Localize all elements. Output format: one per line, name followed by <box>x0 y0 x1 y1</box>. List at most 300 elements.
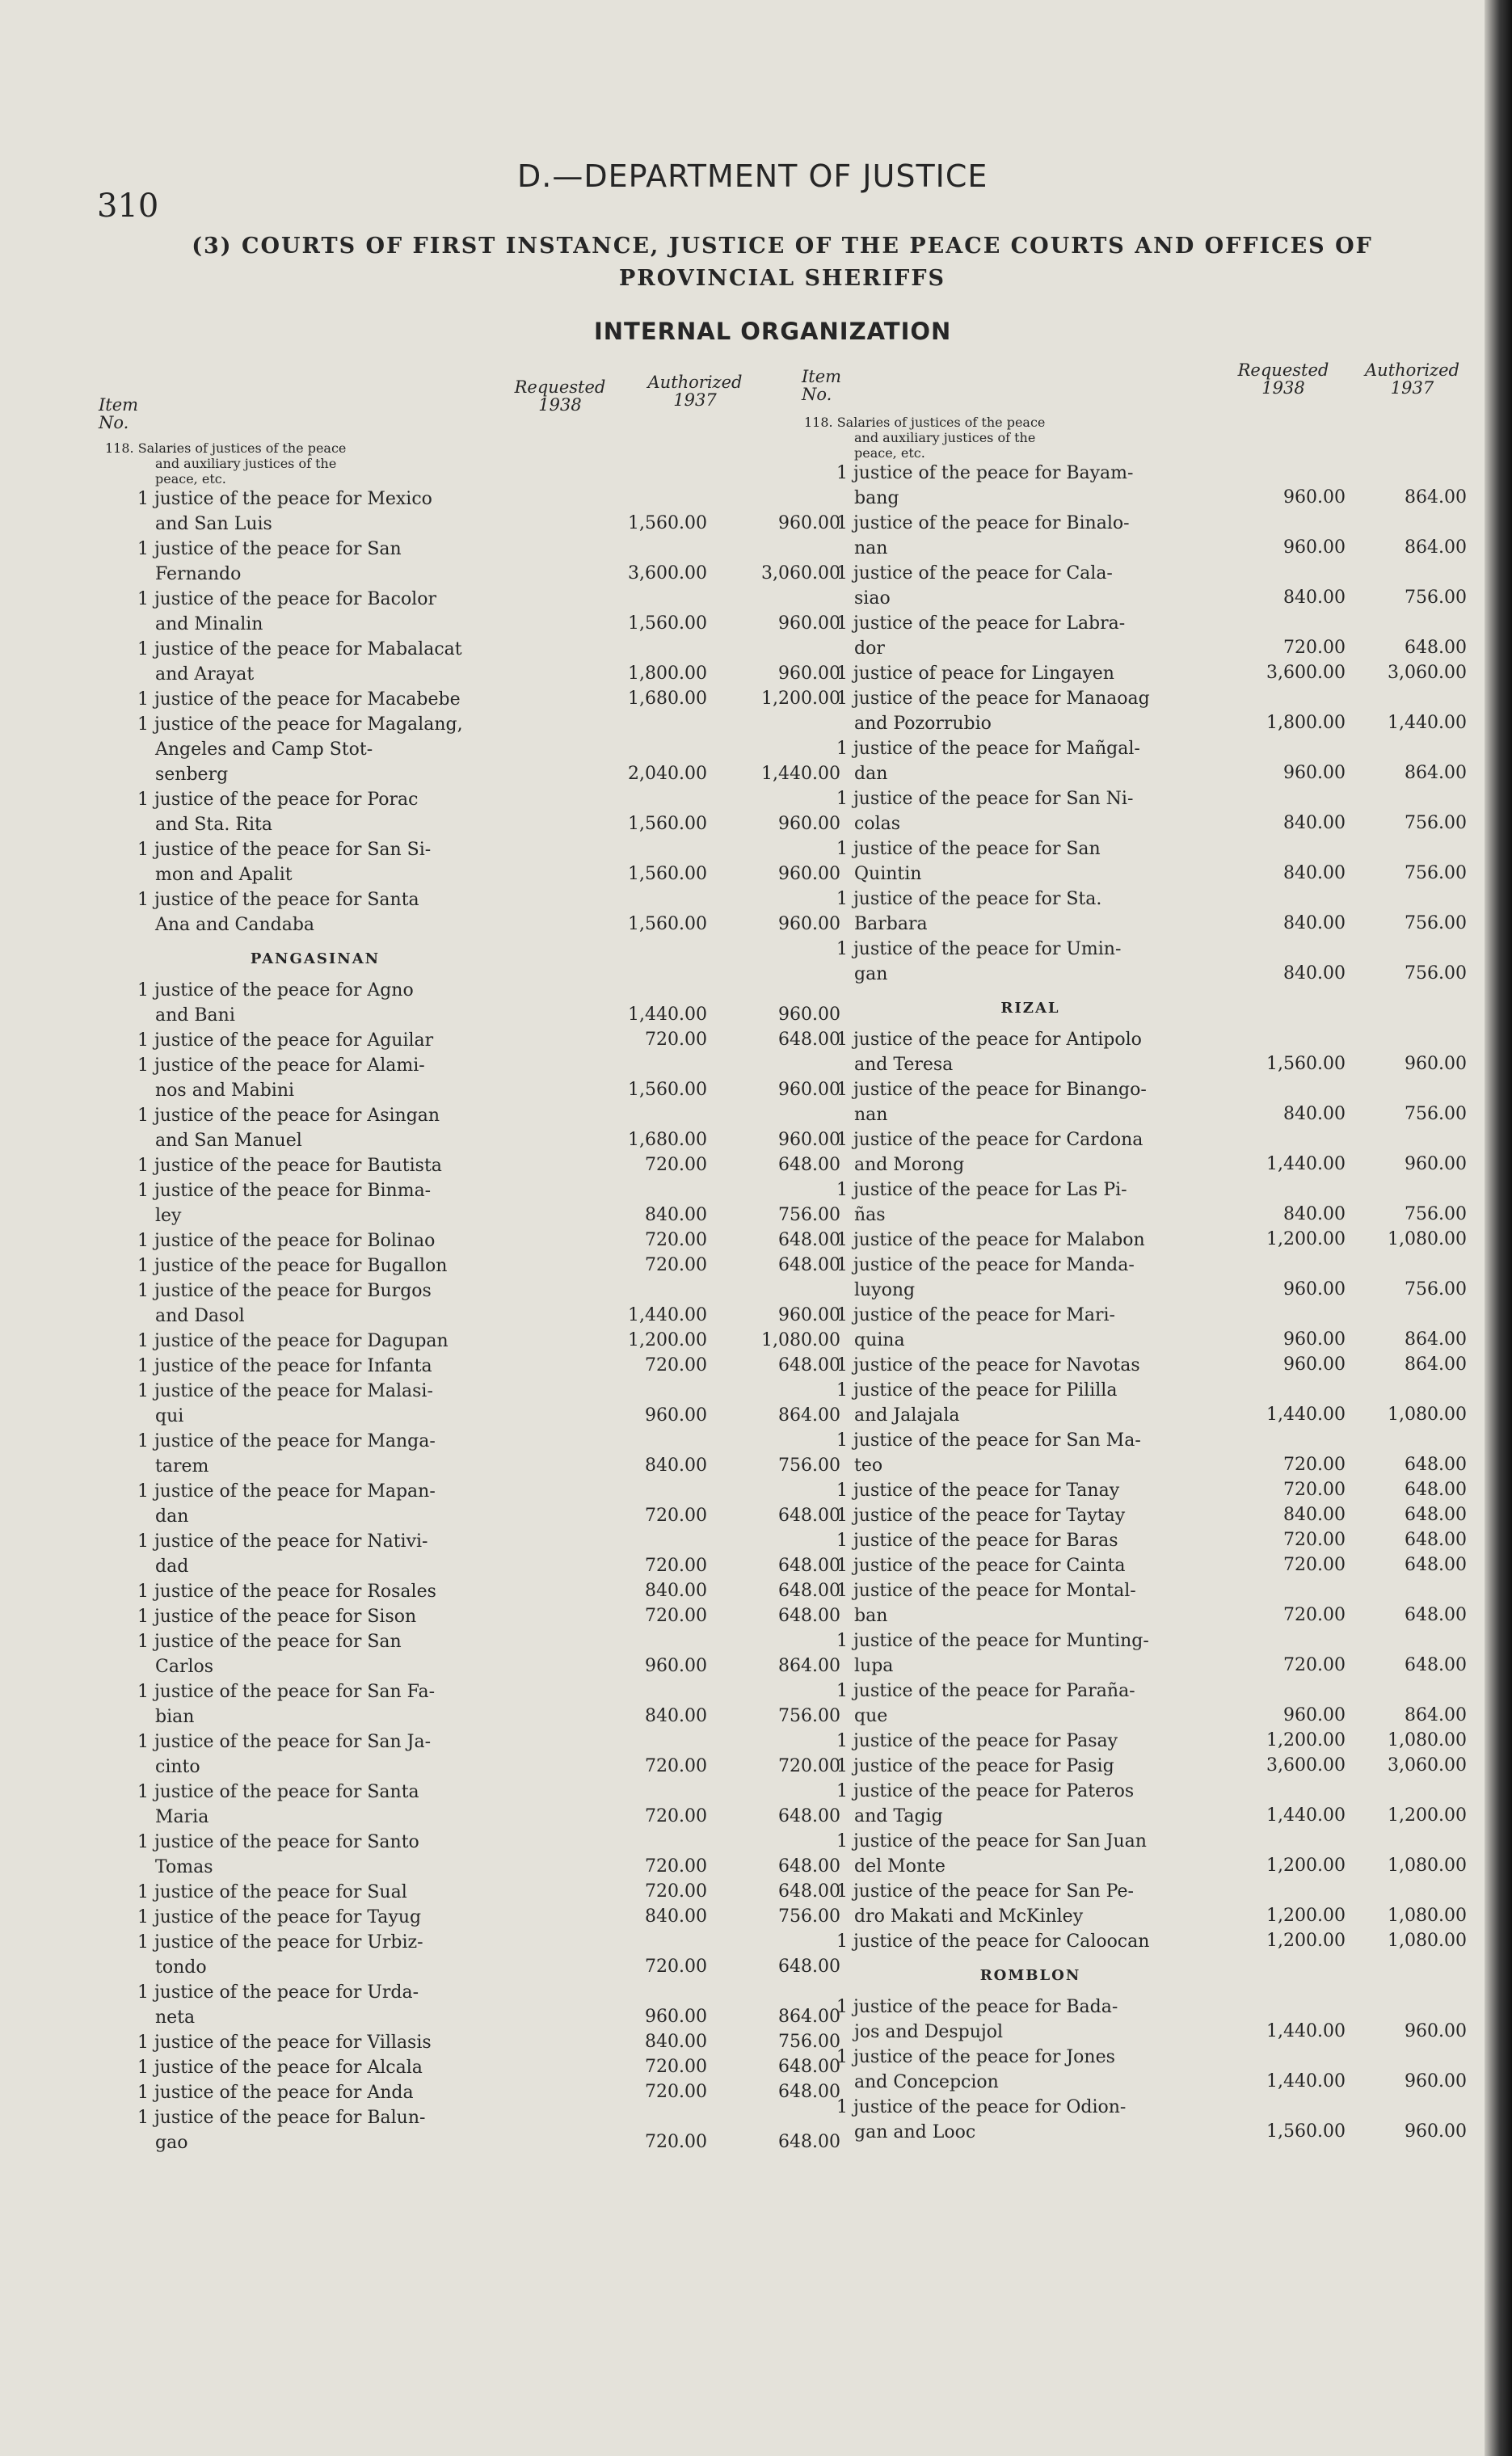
authorized-amount: 960.00 <box>1405 1154 1467 1174</box>
entry-description <box>105 1980 541 2030</box>
entry-description <box>105 1178 541 1228</box>
entry-description <box>804 1503 1257 1528</box>
requested-amount: 1,560.00 <box>628 814 707 834</box>
requested-amount: 720.00 <box>1283 1655 1346 1675</box>
entry-description-line: and San Manuel <box>155 1131 302 1151</box>
requested-amount: 840.00 <box>1283 1204 1346 1224</box>
entry-description-line: 1 justice of the peace for Navotas <box>836 1355 1140 1375</box>
authorized-amount: 3,060.00 <box>761 563 840 583</box>
entry-description-line: 1 justice of the peace for Binma- <box>137 1181 432 1201</box>
entry-description <box>105 1604 541 1629</box>
entry-description-line: and Arayat <box>155 664 255 685</box>
entry-description-line: 1 justice of the peace for Aguilar <box>137 1030 434 1051</box>
entry-description <box>804 1428 1257 1478</box>
authorized-amount: 864.00 <box>1405 1705 1467 1725</box>
budget-entry <box>804 1829 1467 1879</box>
budget-entry <box>804 561 1467 611</box>
budget-entry <box>105 1880 840 1905</box>
requested-amount: 720.00 <box>1283 638 1346 658</box>
authorized-amount: 1,080.00 <box>761 1330 840 1350</box>
entry-description-line: 1 justice of the peace for Malabon <box>836 1230 1145 1250</box>
entry-description-line: dad <box>155 1557 189 1577</box>
authorized-amount: 648.00 <box>1405 638 1467 658</box>
entry-description-line: 1 justice of the peace for San Pe- <box>836 1881 1134 1902</box>
budget-entry <box>105 887 840 937</box>
right-authorized-label: Authorized <box>1365 360 1459 380</box>
left-intro-line: 118. Salaries of justices of the peace <box>105 440 347 456</box>
authorized-amount: 756.00 <box>1405 963 1467 984</box>
entry-description-line: and Bani <box>155 1005 235 1026</box>
entry-description <box>804 1303 1257 1353</box>
requested-amount: 960.00 <box>645 1656 707 1676</box>
right-column <box>804 415 1467 2145</box>
requested-amount: 840.00 <box>1283 813 1346 833</box>
entry-description-line: ban <box>854 1606 888 1626</box>
authorized-amount: 648.00 <box>778 2057 840 2077</box>
authorized-amount: 648.00 <box>778 1506 840 1526</box>
budget-entry <box>105 637 840 687</box>
authorized-amount: 960.00 <box>778 864 840 884</box>
authorized-amount: 1,440.00 <box>761 764 840 784</box>
entry-description <box>804 511 1257 561</box>
authorized-amount: 756.00 <box>1405 1204 1467 1224</box>
requested-amount: 720.00 <box>645 1606 707 1626</box>
budget-entry <box>105 2080 840 2105</box>
requested-amount: 1,440.00 <box>628 1305 707 1325</box>
budget-entry <box>105 2055 840 2080</box>
budget-entry <box>105 587 840 637</box>
entry-description <box>804 786 1257 836</box>
entry-description <box>804 1628 1257 1679</box>
entry-description-line: 1 justice of the peace for Anda <box>137 2083 414 2103</box>
entry-description-line: 1 justice of the peace for San Fa- <box>137 1682 436 1702</box>
budget-entry <box>804 661 1467 686</box>
entry-description <box>105 587 541 637</box>
budget-entry <box>105 1629 840 1679</box>
entry-description-line: tarem <box>155 1456 209 1477</box>
entry-description-line: and Concepcion <box>854 2072 999 2092</box>
entry-description-line: 1 justice of the peace for Mabalacat <box>137 639 462 659</box>
entry-description-line: qui <box>155 1406 184 1426</box>
authorized-amount: 864.00 <box>778 1405 840 1426</box>
requested-amount: 720.00 <box>645 1506 707 1526</box>
entry-description-line: dro Makati and McKinley <box>854 1906 1084 1927</box>
entry-description <box>105 1780 541 1830</box>
right-item-intro <box>804 415 1467 461</box>
authorized-amount: 864.00 <box>778 1656 840 1676</box>
authorized-amount: 648.00 <box>1405 1455 1467 1475</box>
authorized-amount: 648.00 <box>1405 1655 1467 1675</box>
requested-amount: 1,560.00 <box>628 513 707 533</box>
right-authorized-year: 1937 <box>1390 378 1434 398</box>
entry-description <box>804 1553 1257 1578</box>
authorized-amount: 1,080.00 <box>1388 1229 1467 1249</box>
authorized-amount: 1,440.00 <box>1388 713 1467 733</box>
authorized-amount: 648.00 <box>778 2082 840 2102</box>
right-requested-header <box>1227 361 1340 397</box>
entry-description-line: 1 justice of the peace for Burgos <box>137 1281 432 1301</box>
requested-amount: 720.00 <box>645 1556 707 1576</box>
section-title-line1: (3) COURTS OF FIRST INSTANCE, JUSTICE OF THE PEACE COURTS AND OFFICES OF <box>192 234 1373 259</box>
entry-description-line: cinto <box>155 1757 200 1777</box>
requested-amount: 720.00 <box>645 1030 707 1050</box>
budget-entry <box>105 687 840 712</box>
entry-description <box>105 1930 541 1980</box>
entry-description <box>105 1379 541 1429</box>
authorized-amount: 960.00 <box>778 1005 840 1025</box>
entry-description <box>105 1329 541 1354</box>
right-subhead-rizal: RIZAL <box>1000 1000 1060 1017</box>
entry-description <box>804 1027 1257 1077</box>
requested-amount: 1,440.00 <box>1266 2021 1346 2041</box>
entry-description <box>105 1880 541 1905</box>
entry-description <box>105 537 541 587</box>
authorized-amount: 756.00 <box>778 2032 840 2052</box>
authorized-amount: 864.00 <box>1405 1329 1467 1350</box>
authorized-amount: 756.00 <box>1405 1279 1467 1300</box>
authorized-amount: 1,200.00 <box>761 689 840 709</box>
budget-entry <box>804 611 1467 661</box>
authorized-amount: 648.00 <box>778 1230 840 1250</box>
right-group-pangasinan <box>804 461 1467 987</box>
entry-description-line: nan <box>854 538 888 558</box>
entry-description <box>105 687 541 712</box>
entry-description-line: 1 justice of the peace for Sison <box>137 1607 417 1627</box>
entry-description <box>804 1353 1257 1378</box>
entry-description-line: 1 justice of the peace for Labra- <box>836 613 1126 634</box>
budget-entry <box>105 978 840 1028</box>
budget-entry <box>804 1478 1467 1503</box>
entry-description-line: and Morong <box>854 1155 965 1175</box>
requested-amount: 1,680.00 <box>628 1130 707 1150</box>
authorized-amount: 756.00 <box>1405 1104 1467 1124</box>
right-intro-line: and auxiliary justices of the <box>854 430 1036 445</box>
entry-description <box>804 1077 1257 1127</box>
authorized-amount: 3,060.00 <box>1388 1755 1467 1776</box>
budget-entry <box>105 712 840 787</box>
budget-entry <box>804 511 1467 561</box>
authorized-amount: 960.00 <box>778 1080 840 1100</box>
entry-description <box>105 487 541 537</box>
authorized-amount: 1,080.00 <box>1388 1906 1467 1926</box>
requested-amount: 720.00 <box>1283 1480 1346 1500</box>
entry-description <box>804 1228 1257 1253</box>
requested-amount: 720.00 <box>1283 1555 1346 1575</box>
requested-amount: 1,200.00 <box>1266 1856 1346 1876</box>
entry-description-line: 1 justice of the peace for Agno <box>137 980 414 1001</box>
left-group-pangasinan <box>105 978 840 2155</box>
requested-amount: 840.00 <box>1283 588 1346 608</box>
entry-description-line: ñas <box>854 1205 886 1225</box>
budget-entry <box>105 1178 840 1228</box>
requested-amount: 1,560.00 <box>1266 2121 1346 2142</box>
entry-description-line: 1 justice of the peace for Caloocan <box>836 1932 1150 1952</box>
authorized-amount: 648.00 <box>1405 1505 1467 1525</box>
requested-amount: 720.00 <box>645 1255 707 1275</box>
budget-entry <box>804 1995 1467 2045</box>
left-authorized-year: 1937 <box>673 390 717 410</box>
entry-description-line: 1 justice of the peace for Dagupan <box>137 1331 449 1351</box>
requested-amount: 720.00 <box>645 1957 707 1977</box>
authorized-amount: 648.00 <box>778 1856 840 1877</box>
budget-entry <box>105 1579 840 1604</box>
entry-description-line: 1 justice of the peace for Porac <box>137 790 419 810</box>
budget-entry <box>105 1379 840 1429</box>
entry-description-line: 1 justice of the peace for Bautista <box>137 1156 442 1176</box>
right-item-label: Item <box>802 367 842 386</box>
right-requested-year: 1938 <box>1261 378 1305 398</box>
entry-description-line: 1 justice of the peace for San Ni- <box>836 789 1134 809</box>
entry-description-line: 1 justice of the peace for Manga- <box>137 1431 436 1451</box>
authorized-amount: 756.00 <box>778 1706 840 1726</box>
entry-description-line: 1 justice of the peace for San Juan <box>836 1831 1147 1851</box>
authorized-amount: 960.00 <box>778 1305 840 1325</box>
budget-entry <box>804 1729 1467 1754</box>
right-requested-label: Requested <box>1237 360 1329 380</box>
budget-entry <box>804 1528 1467 1553</box>
entry-description <box>804 1177 1257 1228</box>
authorized-amount: 1,080.00 <box>1388 1856 1467 1876</box>
entry-description-line: 1 justice of the peace for Mañgal- <box>836 739 1140 759</box>
entry-description-line: Quintin <box>854 864 922 884</box>
requested-amount: 720.00 <box>1283 1530 1346 1550</box>
budget-entry <box>804 2095 1467 2145</box>
budget-entry <box>105 1153 840 1178</box>
left-no-label: No. <box>99 413 129 432</box>
entry-description-line: and Jalajala <box>854 1405 960 1426</box>
budget-entry <box>105 787 840 837</box>
budget-entry <box>804 1779 1467 1829</box>
budget-entry <box>804 937 1467 987</box>
entry-description-line: 1 justice of the peace for Cainta <box>836 1556 1126 1576</box>
left-intro-line: peace, etc. <box>155 471 226 487</box>
entry-description-line: gan and Looc <box>854 2122 976 2142</box>
entry-description-line: lupa <box>854 1656 894 1676</box>
authorized-amount: 648.00 <box>1405 1480 1467 1500</box>
budget-entry <box>105 1529 840 1579</box>
page-binding-edge <box>1485 0 1512 2456</box>
entry-description <box>105 1679 541 1729</box>
left-item-header <box>99 396 138 432</box>
authorized-amount: 648.00 <box>1405 1555 1467 1575</box>
authorized-amount: 864.00 <box>1405 1354 1467 1375</box>
budget-entry <box>105 1830 840 1880</box>
authorized-amount: 756.00 <box>778 1455 840 1476</box>
requested-amount: 840.00 <box>1283 1104 1346 1124</box>
budget-entry <box>804 1378 1467 1428</box>
entry-description-line: Angeles and Camp Stot- <box>155 739 373 760</box>
entry-description-line: 1 justice of the peace for San <box>137 1632 402 1652</box>
entry-description-line: 1 justice of the peace for Santa <box>137 890 419 910</box>
requested-amount: 1,800.00 <box>628 663 707 684</box>
entry-description-line: 1 justice of the peace for Rosales <box>137 1582 436 1602</box>
authorized-amount: 960.00 <box>778 513 840 533</box>
entry-description-line: 1 justice of peace for Lingayen <box>836 663 1114 684</box>
entry-description-line: dor <box>854 638 885 659</box>
entry-description-line: 1 justice of the peace for Tanay <box>836 1481 1120 1501</box>
entry-description <box>105 887 541 937</box>
requested-amount: 960.00 <box>1283 763 1346 783</box>
entry-description-line: 1 justice of the peace for Montal- <box>836 1581 1136 1601</box>
entry-description <box>105 1103 541 1153</box>
entry-description <box>804 1754 1257 1779</box>
budget-entry <box>804 1353 1467 1378</box>
entry-description <box>804 1995 1257 2045</box>
entry-description-line: and Minalin <box>155 614 263 634</box>
authorized-amount: 648.00 <box>778 2132 840 2152</box>
entry-description <box>804 661 1257 686</box>
budget-entry <box>804 836 1467 887</box>
budget-entry <box>804 686 1467 736</box>
budget-entry <box>105 1905 840 1930</box>
requested-amount: 720.00 <box>1283 1605 1346 1625</box>
entry-description <box>804 1578 1257 1628</box>
entry-description-line: 1 justice of the peace for Bolinao <box>137 1231 436 1251</box>
requested-amount: 1,560.00 <box>628 1080 707 1100</box>
authorized-amount: 1,080.00 <box>1388 1405 1467 1425</box>
entry-description <box>804 836 1257 887</box>
budget-entry <box>804 1929 1467 1954</box>
entry-description-line: 1 justice of the peace for Malasi- <box>137 1381 433 1401</box>
entry-description <box>105 1429 541 1479</box>
entry-description <box>804 1378 1257 1428</box>
right-subhead-romblon: ROMBLON <box>979 1967 1081 1984</box>
entry-description-line: 1 justice of the peace for Binango- <box>836 1080 1147 1100</box>
requested-amount: 3,600.00 <box>1266 663 1346 683</box>
entry-description-line: and Teresa <box>854 1055 954 1075</box>
authorized-amount: 960.00 <box>1405 1054 1467 1074</box>
entry-description-line: 1 justice of the peace for Odion- <box>836 2097 1127 2117</box>
requested-amount: 1,200.00 <box>1266 1229 1346 1249</box>
budget-entry <box>804 1077 1467 1127</box>
department-title: D.—DEPARTMENT OF JUSTICE <box>517 158 988 194</box>
authorized-amount: 756.00 <box>778 1906 840 1927</box>
entry-description <box>105 837 541 887</box>
entry-description-line: 1 justice of the peace for Villasis <box>137 2033 432 2053</box>
authorized-amount: 960.00 <box>778 914 840 934</box>
authorized-amount: 864.00 <box>1405 537 1467 558</box>
entry-description-line: teo <box>854 1455 883 1476</box>
entry-description-line: del Monte <box>854 1856 946 1877</box>
requested-amount: 840.00 <box>1283 863 1346 883</box>
requested-amount: 1,560.00 <box>628 864 707 884</box>
right-item-header <box>802 368 841 403</box>
entry-description-line: jos and Despujol <box>854 2022 1004 2042</box>
left-subhead-pangasinan: PANGASINAN <box>250 950 381 967</box>
right-group-romblon <box>804 1995 1467 2145</box>
requested-amount: 1,200.00 <box>1266 1931 1346 1951</box>
entry-description-line: nos and Mabini <box>155 1081 295 1101</box>
entry-description-line: 1 justice of the peace for Asingan <box>137 1106 440 1126</box>
left-requested-header <box>508 378 613 414</box>
section-title-line2: PROVINCIAL SHERIFFS <box>619 266 946 291</box>
budget-entry <box>804 1553 1467 1578</box>
budget-entry <box>105 487 840 537</box>
requested-amount: 840.00 <box>1283 963 1346 984</box>
authorized-amount: 756.00 <box>1405 813 1467 833</box>
authorized-amount: 648.00 <box>1405 1605 1467 1625</box>
authorized-amount: 648.00 <box>778 1155 840 1175</box>
requested-amount: 1,800.00 <box>1266 713 1346 733</box>
requested-amount: 1,440.00 <box>1266 1805 1346 1826</box>
budget-entry <box>105 1103 840 1153</box>
authorized-amount: 756.00 <box>1405 863 1467 883</box>
entry-description-line: nan <box>854 1105 888 1125</box>
authorized-amount: 756.00 <box>778 1205 840 1225</box>
requested-amount: 720.00 <box>645 1155 707 1175</box>
requested-amount: 1,200.00 <box>628 1330 707 1350</box>
budget-entry <box>105 1253 840 1279</box>
budget-entry <box>105 1679 840 1729</box>
entry-description-line: 1 justice of the peace for Mapan- <box>137 1481 436 1502</box>
requested-amount: 840.00 <box>645 1205 707 1225</box>
requested-amount: 840.00 <box>645 1906 707 1927</box>
authorized-amount: 648.00 <box>778 1881 840 1902</box>
budget-entry <box>105 1930 840 1980</box>
budget-entry <box>804 786 1467 836</box>
budget-entry <box>105 1053 840 1103</box>
entry-description-line: 1 justice of the peace for Bayam- <box>836 463 1134 483</box>
authorized-amount: 3,060.00 <box>1388 663 1467 683</box>
requested-amount: 960.00 <box>1283 1705 1346 1725</box>
budget-entry <box>804 736 1467 786</box>
budget-entry <box>804 2045 1467 2095</box>
authorized-amount: 648.00 <box>1405 1530 1467 1550</box>
entry-description <box>105 1028 541 1053</box>
authorized-amount: 648.00 <box>778 1556 840 1576</box>
entry-description <box>804 1829 1257 1879</box>
budget-entry <box>804 1628 1467 1679</box>
entry-description <box>105 2105 541 2155</box>
authorized-amount: 960.00 <box>778 814 840 834</box>
section-title <box>95 230 1469 295</box>
entry-description <box>105 1053 541 1103</box>
entry-description-line: 1 justice of the peace for Cala- <box>836 563 1113 583</box>
requested-amount: 840.00 <box>645 1581 707 1601</box>
budget-entry <box>804 1253 1467 1303</box>
budget-entry <box>105 1604 840 1629</box>
budget-entry <box>804 1754 1467 1779</box>
left-intro-line: and auxiliary justices of the <box>155 456 337 471</box>
entry-description-line: 1 justice of the peace for Taytay <box>836 1506 1126 1526</box>
entry-description-line: mon and Apalit <box>155 865 293 885</box>
entry-description-line: 1 justice of the peace for Urda- <box>137 1982 419 2003</box>
entry-description-line: gao <box>155 2133 188 2153</box>
entry-description-line: 1 justice of the peace for Bada- <box>836 1997 1118 2017</box>
entry-description <box>804 937 1257 987</box>
entry-description-line: tondo <box>155 1957 207 1978</box>
requested-amount: 720.00 <box>645 2082 707 2102</box>
budget-entry <box>105 1354 840 1379</box>
entry-description-line: and Pozorrubio <box>854 714 992 734</box>
entry-description-line: 1 justice of the peace for Binalo- <box>836 513 1130 533</box>
entry-description <box>804 1779 1257 1829</box>
budget-entry <box>804 1127 1467 1177</box>
budget-entry <box>105 1479 840 1529</box>
entry-description-line: 1 justice of the peace for Sta. <box>836 889 1102 909</box>
budget-entry <box>105 2105 840 2155</box>
entry-description <box>804 561 1257 611</box>
entry-description <box>804 887 1257 937</box>
budget-entry <box>804 1578 1467 1628</box>
entry-description-line: and San Luis <box>155 514 272 534</box>
entry-description-line: 1 justice of the peace for San <box>137 539 402 559</box>
requested-amount: 960.00 <box>1283 1329 1346 1350</box>
entry-description-line: dan <box>155 1506 189 1527</box>
budget-entry <box>105 1329 840 1354</box>
entry-description-line: ley <box>155 1206 182 1226</box>
entry-description-line: 1 justice of the peace for Pasig <box>836 1756 1114 1776</box>
